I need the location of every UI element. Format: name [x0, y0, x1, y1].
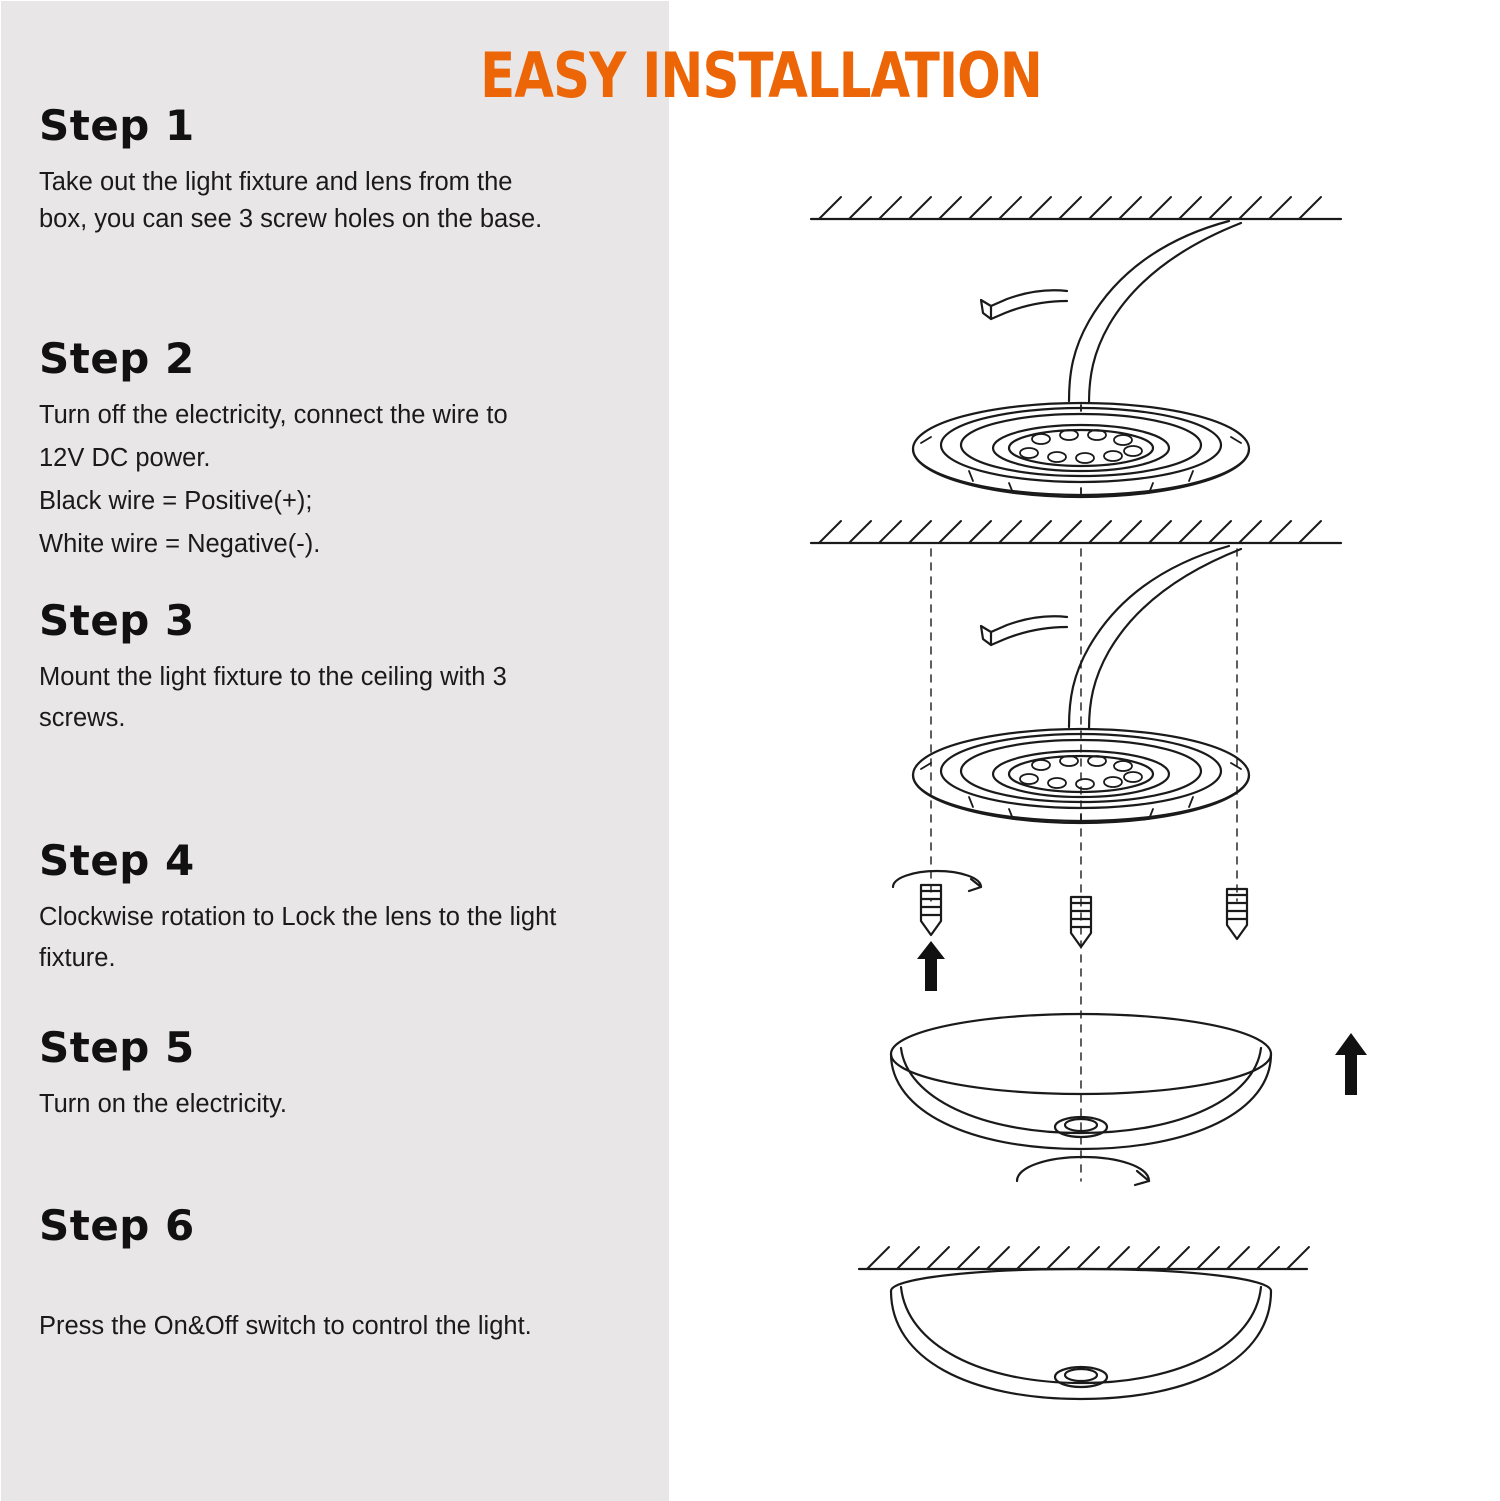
step-5-body — [39, 1086, 659, 1123]
step-5-line-1: Turn on the electricity. — [39, 1090, 288, 1118]
step-3-body — [39, 659, 659, 737]
step-2-line-2: 12V DC power. — [39, 443, 211, 472]
step-2-line-1: Turn off the electricity, connect the wire to — [39, 401, 508, 429]
step-4-heading: Step 4 — [39, 836, 195, 885]
step-6-body — [39, 1308, 659, 1345]
step-1-line-2: box, you can see 3 screw holes on the base. — [39, 204, 543, 233]
insert-arrow-left — [917, 941, 945, 991]
step-2 — [39, 334, 659, 569]
step-2-heading: Step 2 — [39, 334, 195, 383]
step-2-line-4: White wire = Negative(-). — [39, 529, 321, 558]
step-2-body — [39, 397, 659, 563]
step-6-line-1: Press the On&Off switch to control the light. — [39, 1312, 532, 1340]
step-5-heading: Step 5 — [39, 1023, 195, 1072]
screw-right — [1227, 889, 1247, 939]
step-2-line-3: Black wire = Positive(+); — [39, 486, 313, 515]
page-title: EASY INSTALLATION — [480, 39, 1042, 112]
ceiling-hatch-middle — [811, 521, 1341, 543]
wire-top — [981, 221, 1241, 403]
step-4-body — [39, 899, 659, 977]
step-6 — [39, 1201, 659, 1345]
step-6-heading: Step 6 — [39, 1201, 195, 1250]
mounting-screws — [893, 871, 1247, 991]
wire-middle — [981, 546, 1241, 729]
steps-panel — [1, 1, 669, 1501]
step-1-heading: Step 1 — [39, 101, 195, 150]
installed-light — [891, 1269, 1271, 1399]
ceiling-hatch-bottom — [859, 1247, 1309, 1269]
diagram-panel — [669, 1, 1500, 1501]
step-3-heading: Step 3 — [39, 596, 195, 645]
step-5 — [39, 1023, 659, 1123]
step-1-body — [39, 164, 659, 238]
rotation-arrow-lens — [1017, 1157, 1149, 1185]
step-1-line-1: Take out the light fixture and lens from the — [39, 168, 513, 196]
step-3-line-2: screws. — [39, 703, 126, 732]
ceiling-hatch-top — [811, 197, 1341, 219]
step-3 — [39, 596, 659, 741]
lift-arrow-right — [1335, 1033, 1367, 1095]
step-1 — [39, 101, 659, 238]
step-4-line-1: Clockwise rotation to Lock the lens to the light — [39, 903, 557, 931]
step-4 — [39, 836, 659, 981]
light-fixture-base-top — [913, 403, 1249, 497]
step-3-line-1: Mount the light fixture to the ceiling with 3 — [39, 663, 507, 691]
step-4-line-2: fixture. — [39, 943, 116, 972]
rotation-arrow-screw — [893, 871, 981, 891]
